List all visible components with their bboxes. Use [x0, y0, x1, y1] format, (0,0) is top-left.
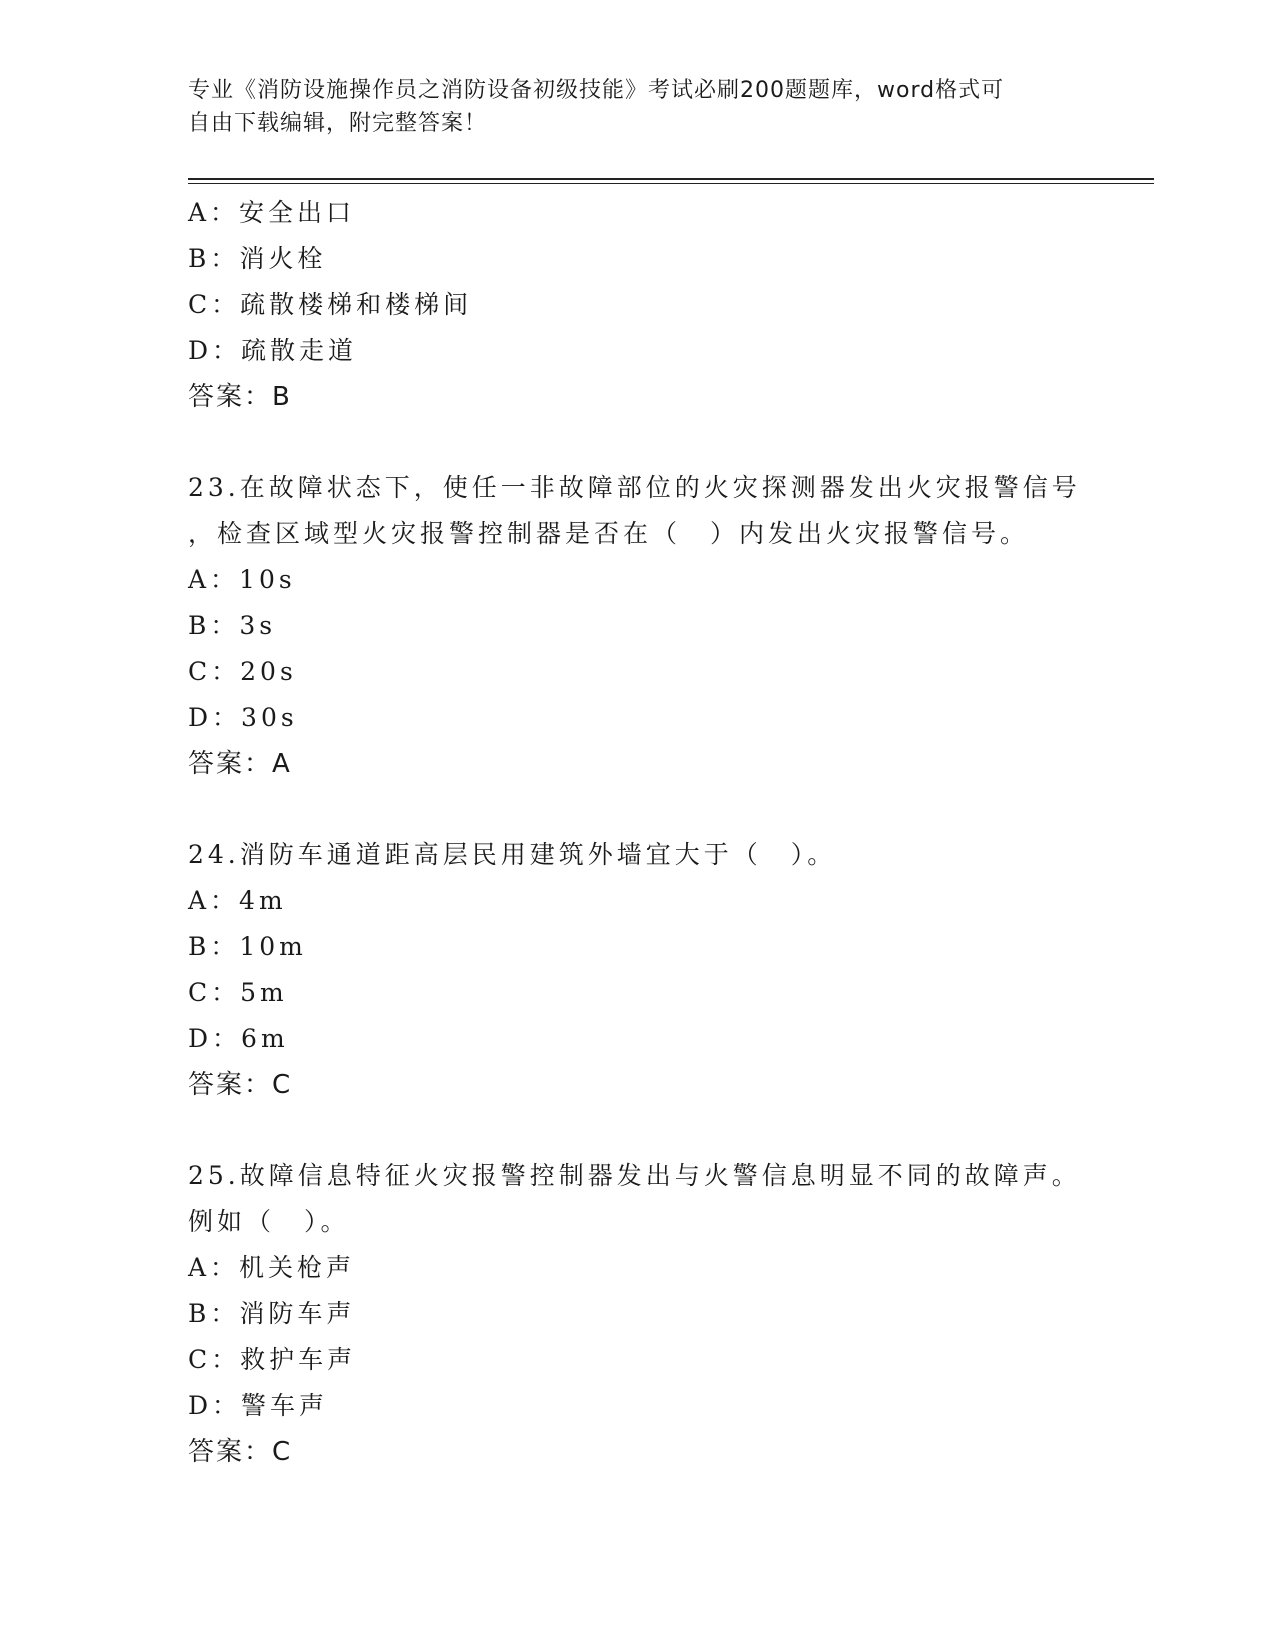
option-a: A：机关枪声 [188, 1253, 356, 1282]
header-line-1: 专业《消防设施操作员之消防设备初级技能》考试必刷200题题库，word格式可 [188, 78, 1005, 103]
question-stem [188, 832, 1154, 878]
answer: 答案：C [188, 1070, 293, 1100]
question-stem-line-1: 25.故障信息特征火灾报警控制器发出与火警信息明显不同的故障声。 [188, 1161, 1081, 1190]
question-23 [188, 465, 1154, 787]
option-d: D：6m [188, 1024, 289, 1053]
option-d: D：疏散走道 [188, 336, 358, 365]
question-stem [188, 1153, 1154, 1245]
document-header [188, 74, 1068, 140]
header-line-2: 自由下载编辑，附完整答案！ [188, 111, 488, 136]
question-stem [188, 465, 1154, 557]
header-divider-thin [188, 183, 1154, 184]
option-a: A：安全出口 [188, 198, 356, 227]
question-24 [188, 832, 1154, 1108]
option-a: A：4m [188, 886, 287, 915]
answer: 答案：A [188, 749, 292, 779]
question-25 [188, 1153, 1154, 1475]
option-b: B：10m [188, 932, 307, 961]
option-c: C：5m [188, 978, 288, 1007]
header-divider-thick [188, 178, 1154, 180]
option-a: A：10s [188, 565, 296, 594]
option-d: D：警车声 [188, 1391, 329, 1420]
question-stem-line-2: 例如（ ）。 [188, 1207, 350, 1236]
option-d: D：30s [188, 703, 298, 732]
question-stem-line-2: ，检查区域型火灾报警控制器是否在（ ）内发出火灾报警信号。 [188, 519, 1030, 548]
option-c: C：20s [188, 657, 297, 686]
option-c: C：救护车声 [188, 1345, 357, 1374]
option-b: B：消火栓 [188, 244, 327, 273]
answer: 答案：B [188, 382, 292, 412]
option-b: B：3s [188, 611, 277, 640]
option-c: C：疏散楼梯和楼梯间 [188, 290, 473, 319]
option-b: B：消防车声 [188, 1299, 356, 1328]
question-stem-line-1: 24.消防车通道距高层民用建筑外墙宜大于（ ）。 [188, 840, 837, 869]
question-stem-line-1: 23.在故障状态下，使任一非故障部位的火灾探测器发出火灾报警信号 [188, 473, 1081, 502]
answer: 答案：C [188, 1437, 293, 1467]
question-22 [188, 190, 1154, 420]
question-list [188, 190, 1154, 1475]
